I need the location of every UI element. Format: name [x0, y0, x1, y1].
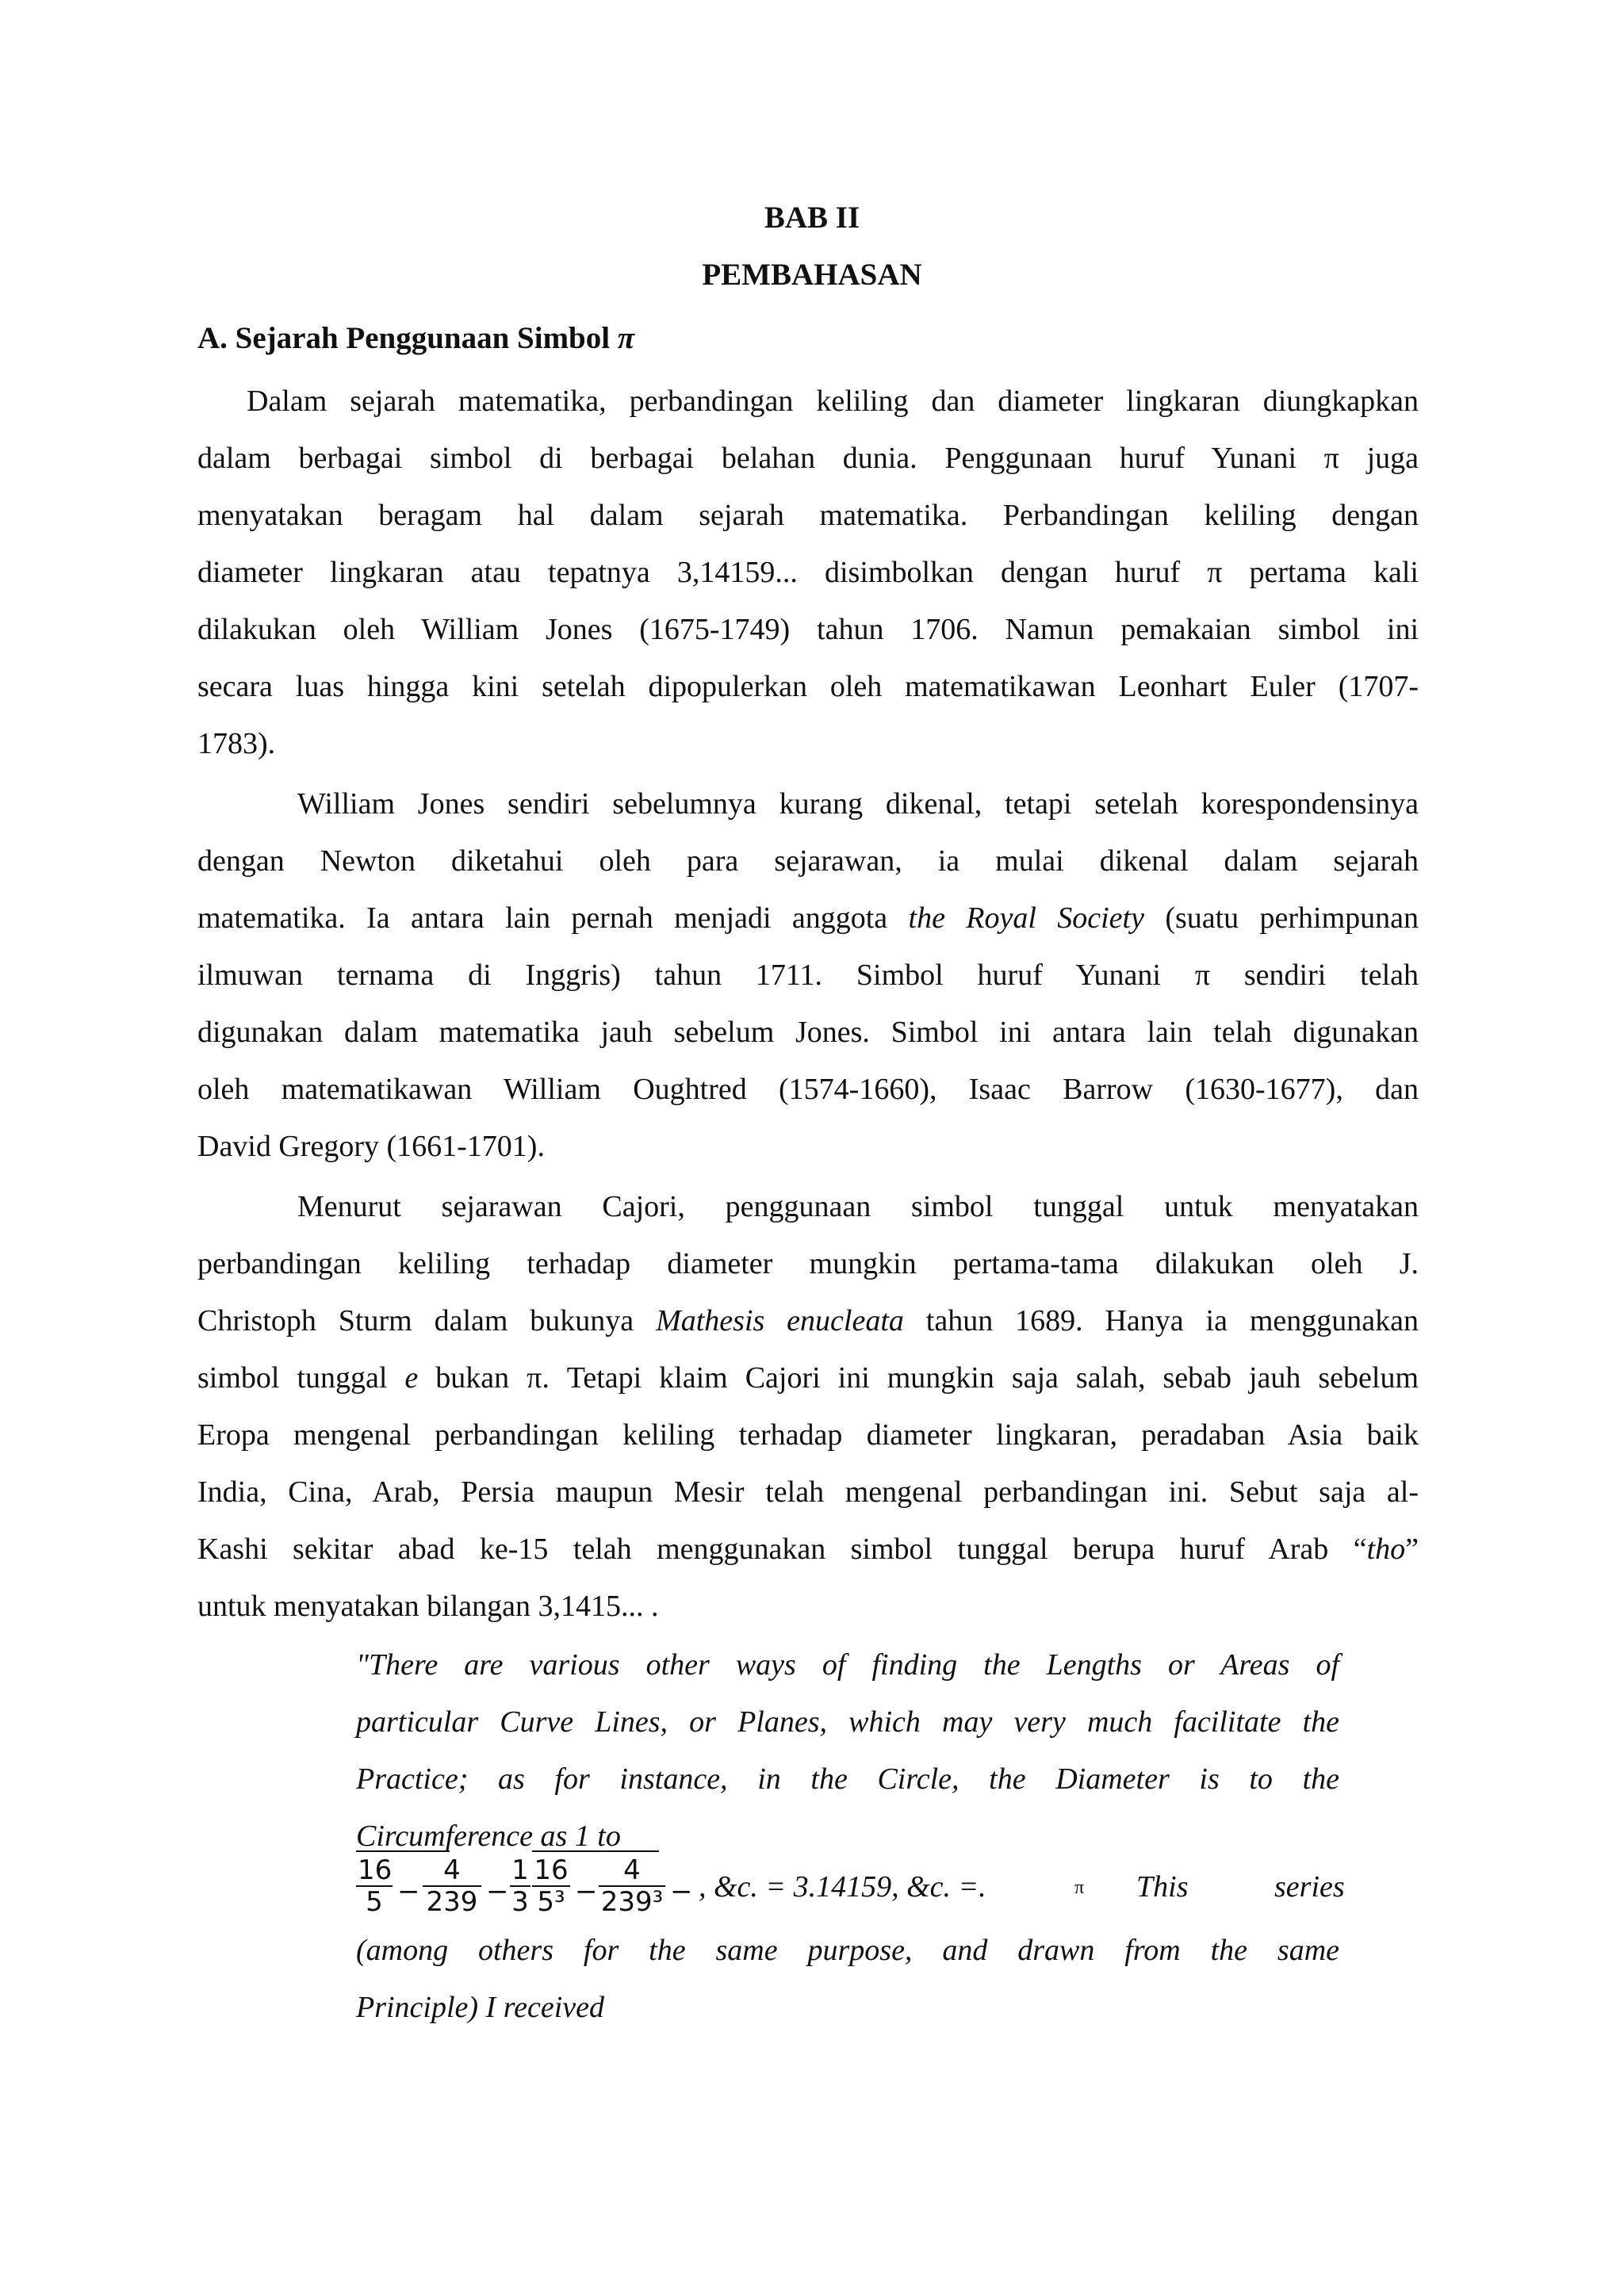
paragraph-text: (suatu perhimpunan — [1165, 901, 1419, 935]
minus-sign: − — [397, 1876, 420, 1908]
paragraph-line: digunakan dalam matematika jauh sebelum Jones. Simbol ini antara lain telah digunakan — [197, 1016, 1419, 1049]
fraction — [356, 1855, 393, 1917]
paragraph-text: matematika. Ia antara lain pernah menjadi anggota — [197, 901, 888, 935]
chapter-title: PEMBAHASAN — [702, 258, 922, 292]
fraction-numerator: 4 — [423, 1855, 481, 1887]
fraction-numerator: 16 — [358, 1854, 393, 1886]
section-heading — [197, 320, 634, 356]
fraction-numerator: 16 — [532, 1855, 570, 1887]
quote-line: "There are various other ways of finding the Lengths or Areas of — [356, 1648, 1339, 1682]
paragraph-line: untuk menyatakan bilangan 3,1415... . — [197, 1590, 659, 1623]
quote-line: particular Curve Lines, or Planes, which may very much facilitate the — [356, 1705, 1339, 1739]
fraction-denominator: 239 — [426, 1886, 478, 1918]
paragraph-line: Menurut sejarawan Cajori, penggunaan simbol tunggal untuk menyatakan — [297, 1190, 1419, 1223]
fraction — [423, 1855, 481, 1917]
paragraph-line: menyatakan beragam hal dalam sejarah matematika. Perbandingan keliling dengan — [197, 499, 1419, 532]
paragraph-line: Dalam sejarah matematika, perbandingan keliling dan diameter lingkaran diungkapkan — [247, 385, 1419, 418]
paragraph-line — [197, 899, 1419, 937]
chapter-label: BAB II — [764, 201, 860, 235]
quote-word-this: This — [1136, 1870, 1189, 1904]
paragraph-line: ilmuwan ternama di Inggris) tahun 1711. Simbol huruf Yunani π sendiri telah — [197, 959, 1419, 992]
paragraph-line: 1783). — [197, 727, 276, 760]
quote-line: Principle) I received — [356, 1991, 604, 2024]
paragraph-line: Eropa mengenal perbandingan keliling terhadap diameter lingkaran, peradaban Asia baik — [197, 1418, 1419, 1452]
quote-line: (among others for the same purpose, and drawn from the same — [356, 1934, 1339, 1967]
paragraph-line — [197, 1530, 1419, 1568]
paragraph-text: Kashi sekitar abad ke-15 telah menggunakan simbol tunggal berupa huruf Arab “ — [197, 1533, 1367, 1566]
pi-symbol-small: π — [1074, 1877, 1085, 1898]
fraction-denominator: 5 — [366, 1886, 383, 1918]
paragraph-line — [197, 1302, 1419, 1340]
paragraph-line: dengan Newton diketahui oleh para sejarawan, ia mulai dikenal dalam sejarah — [197, 844, 1419, 878]
paragraph-line: William Jones sendiri sebelumnya kurang dikenal, tetapi setelah korespondensinya — [297, 787, 1419, 821]
paragraph-line: perbandingan keliling terhadap diameter mungkin pertama-tama dilakukan oleh J. — [197, 1247, 1419, 1280]
paragraph-line: secara luas hingga kini setelah dipopulerkan oleh matematikawan Leonhart Euler (1707- — [197, 670, 1419, 703]
paragraph-line: David Gregory (1661-1701). — [197, 1130, 545, 1163]
paragraph-text: bukan π. Tetapi klaim Cajori ini mungkin saja salah, sebab jauh sebelum — [435, 1361, 1419, 1395]
paragraph-line: dilakukan oleh William Jones (1675-1749) tahun 1706. Namun pemakaian simbol ini — [197, 613, 1419, 646]
paragraph-line: oleh matematikawan William Oughtred (1574-1660), Isaac Barrow (1630-1677), dan — [197, 1073, 1419, 1106]
paragraph-line: India, Cina, Arab, Persia maupun Mesir telah mengenal perbandingan ini. Sebut saja al- — [197, 1475, 1419, 1509]
tho-text: tho — [1366, 1533, 1406, 1566]
formula-overline — [356, 1850, 450, 1852]
minus-sign: − — [575, 1876, 598, 1908]
paragraph-text: ” — [1405, 1533, 1419, 1566]
quote-line: Circumference as 1 to — [356, 1820, 621, 1853]
fraction-numerator: 1 — [510, 1855, 530, 1887]
paragraph-line: diameter lingkaran atau tepatnya 3,14159... disimbolkan dengan huruf π pertama kali — [197, 556, 1419, 589]
pi-symbol: π — [617, 321, 635, 355]
minus-sign: − — [486, 1876, 509, 1908]
fraction — [510, 1855, 530, 1917]
fraction-denominator: 5³ — [537, 1886, 565, 1918]
pi-series-formula — [356, 1854, 1345, 1919]
paragraph-line: dalam berbagai simbol di berbagai belahan dunia. Penggunaan huruf Yunani π juga — [197, 442, 1419, 475]
paragraph-text: simbol tunggal — [197, 1361, 388, 1395]
fraction-denominator: 239³ — [600, 1886, 664, 1918]
book-title-text: Mathesis enucleata — [656, 1304, 904, 1337]
paragraph-text: Christoph Sturm dalam bukunya — [197, 1304, 634, 1337]
formula-overline — [532, 1850, 659, 1852]
symbol-e-text: e — [404, 1361, 419, 1395]
paragraph-text: tahun 1689. Hanya ia menggunakan — [925, 1304, 1419, 1337]
fraction — [532, 1855, 570, 1917]
quote-word-series: series — [1274, 1870, 1345, 1904]
formula-tail-text: , &c. = 3.14159, &c. =. — [699, 1870, 986, 1904]
quote-line: Practice; as for instance, in the Circle, the Diameter is to the — [356, 1762, 1339, 1796]
minus-sign: − — [670, 1876, 693, 1908]
fraction — [599, 1855, 665, 1917]
paragraph-line — [197, 1359, 1419, 1397]
fraction-denominator: 3 — [511, 1886, 529, 1918]
fraction-numerator: 4 — [599, 1855, 665, 1887]
section-heading-text: A. Sejarah Penggunaan Simbol — [197, 321, 611, 355]
royal-society-text: the Royal Society — [908, 901, 1144, 935]
